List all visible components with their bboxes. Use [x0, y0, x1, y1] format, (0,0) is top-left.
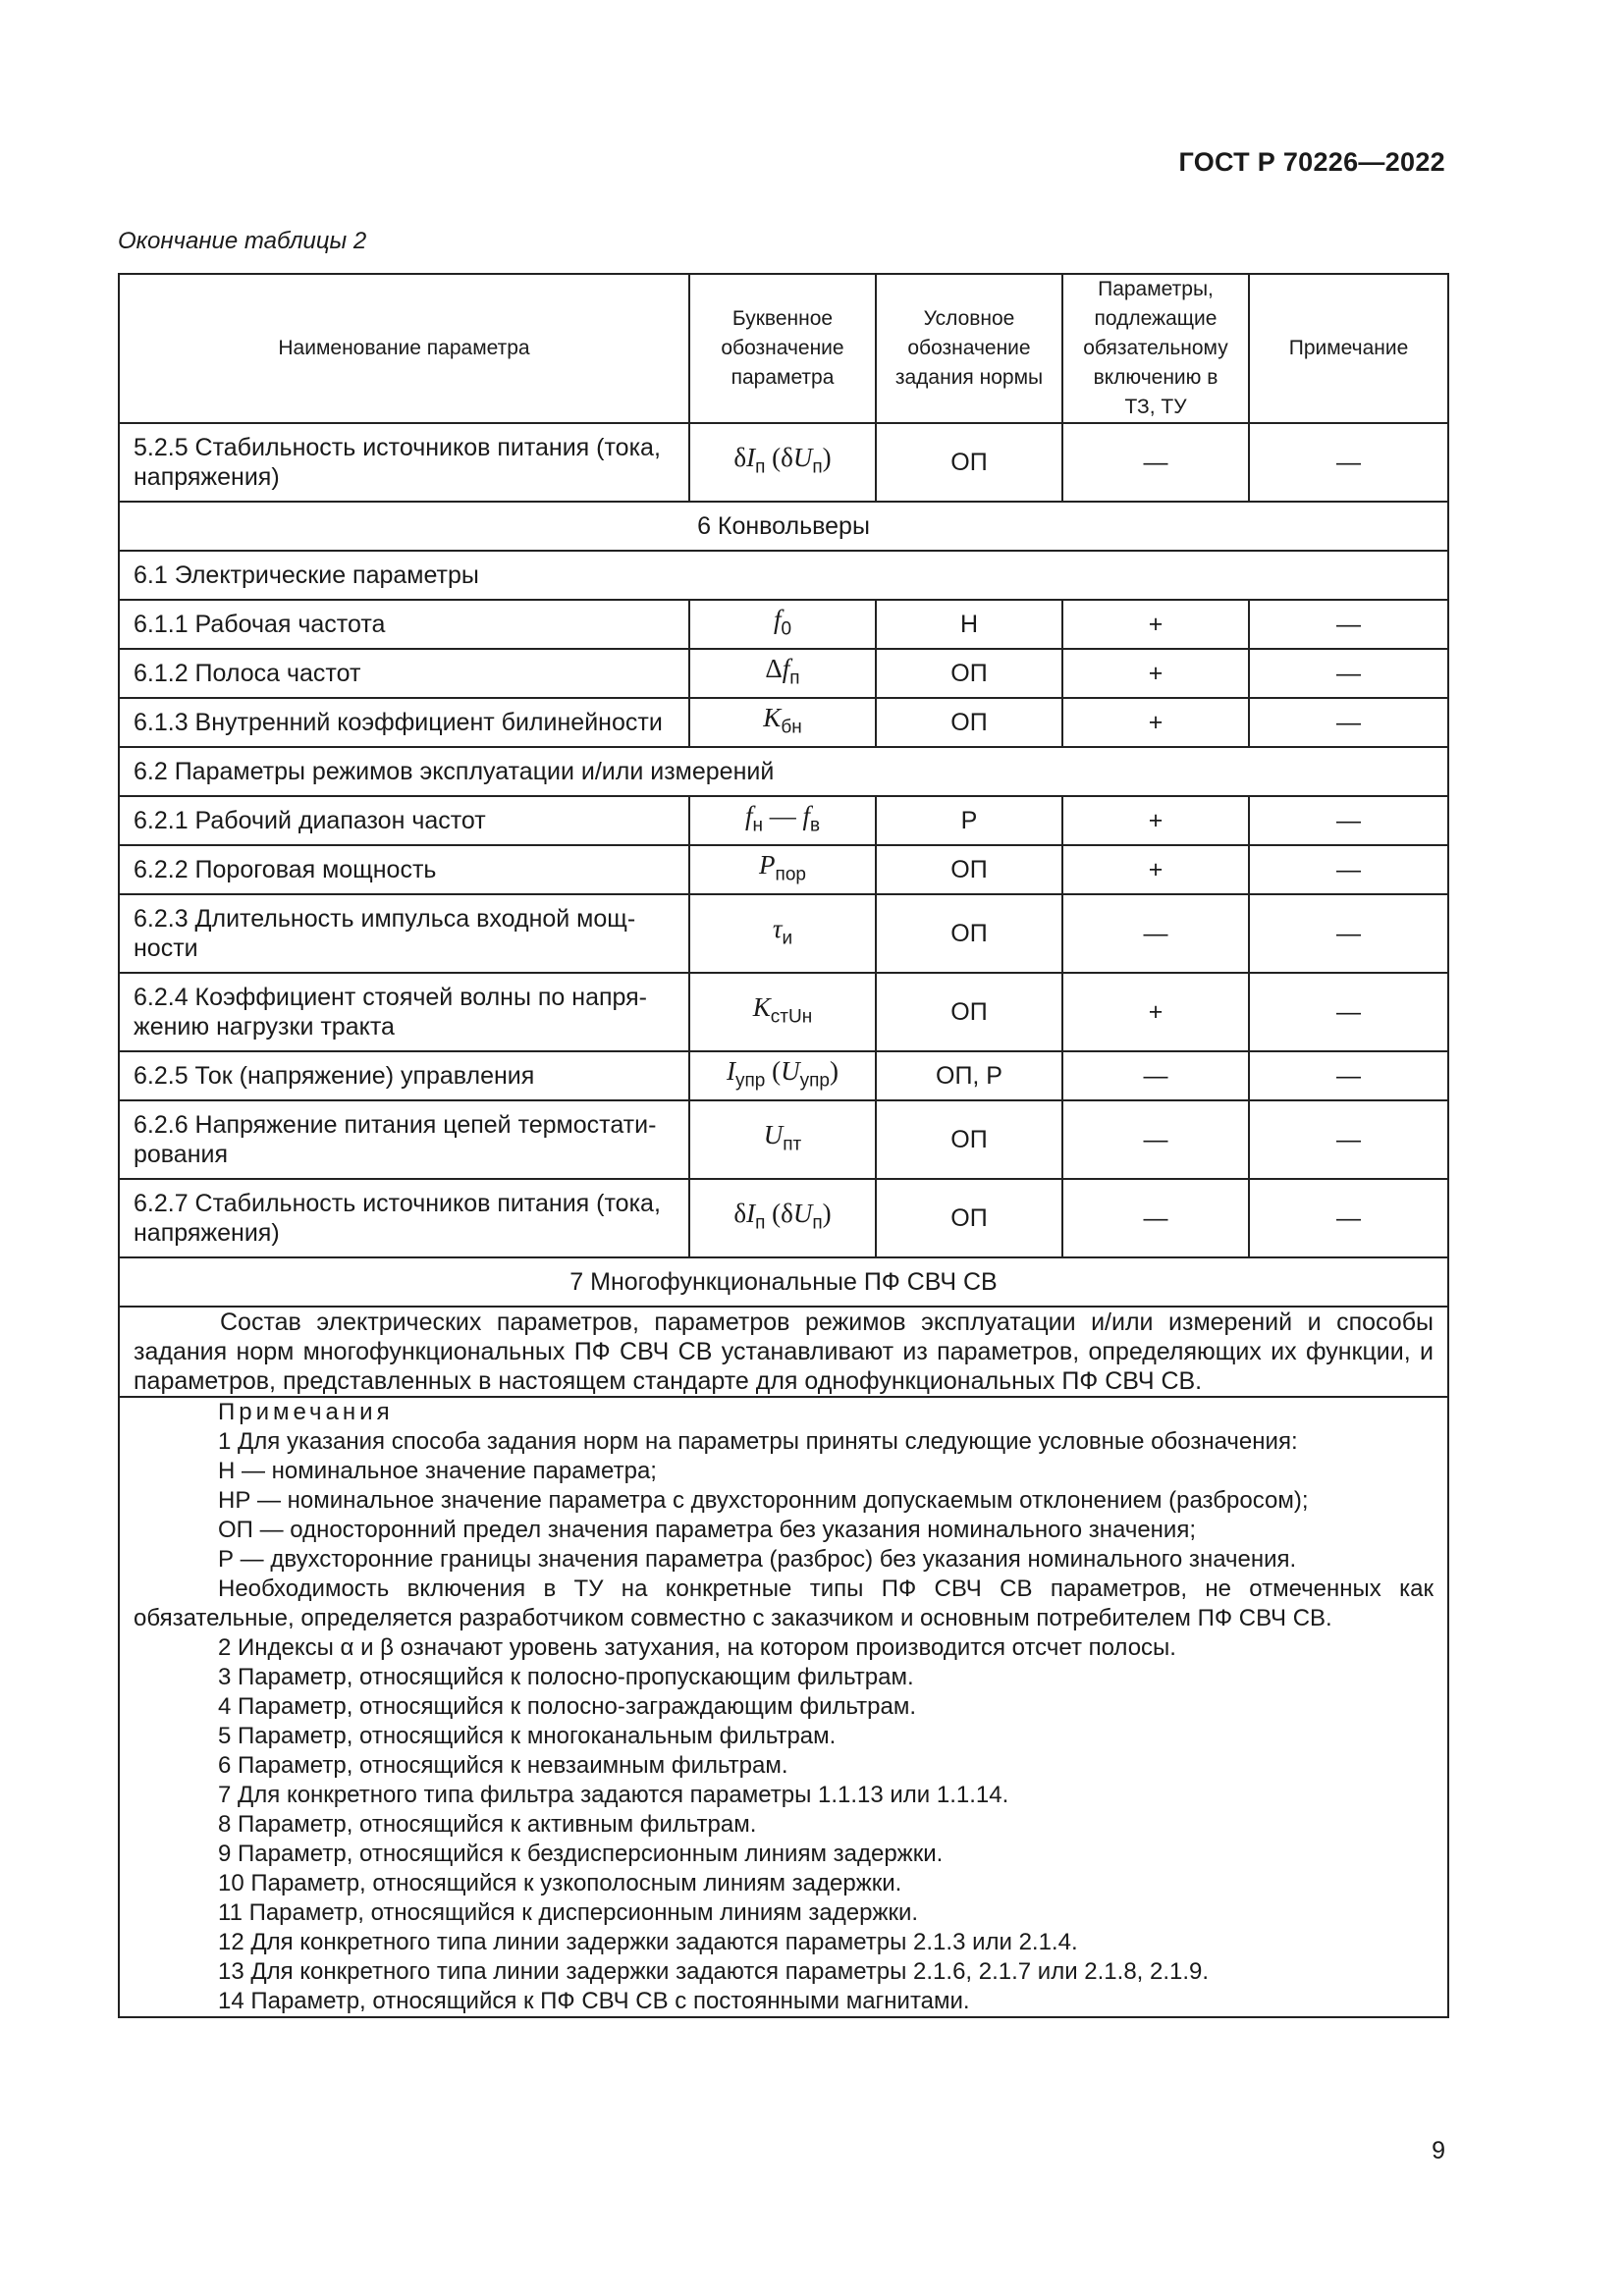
section-row [119, 502, 1448, 551]
note-item: Н — номинальное значение параметра; [218, 1458, 657, 1484]
param-name: 6.2.3 Длительность импульса входной мощ-ности [119, 894, 689, 973]
param-required: — [1062, 894, 1249, 973]
col-header-symbol: Буквенное обозначение параметра [689, 274, 876, 423]
param-norm: ОП [876, 894, 1062, 973]
param-name: 6.1.2 Полоса частот [119, 649, 689, 698]
param-norm: ОП [876, 698, 1062, 747]
param-required: — [1062, 1051, 1249, 1100]
col-header-required: Параметры, подлежащие обязательному включению в ТЗ, ТУ [1062, 274, 1249, 423]
section-text-row [119, 1307, 1448, 1397]
param-required: + [1062, 796, 1249, 845]
note-item: 13 Для конкретного типа линии задержки задаются параметры 2.1.6, 2.1.7 или 2.1.8, 2.1.9. [218, 1958, 1210, 1985]
param-name: 6.2.6 Напряжение питания цепей термостати-рования [119, 1100, 689, 1179]
note-item: 8 Параметр, относящийся к активным фильтрам. [218, 1811, 757, 1838]
table-row [119, 845, 1448, 894]
param-note: — [1249, 1100, 1448, 1179]
note-item: Р — двухсторонние границы значения параметра (разброс) без указания номинального значения. [218, 1546, 1297, 1573]
col-header-norm: Условное обозначение задания нормы [876, 274, 1062, 423]
group-row [119, 747, 1448, 796]
param-symbol: $P_{пор}$ [689, 845, 876, 894]
table-row [119, 423, 1448, 502]
standard-designation: ГОСТ Р 70226—2022 [1178, 147, 1445, 177]
param-norm: ОП [876, 423, 1062, 502]
param-note: — [1249, 649, 1448, 698]
note-item: 6 Параметр, относящийся к невзаимным фильтрам. [218, 1752, 788, 1779]
col-header-note: Примечание [1249, 274, 1448, 423]
table-row [119, 698, 1448, 747]
param-symbol: $\delta I_п$ $(\delta U_п)$ [689, 423, 876, 502]
param-note: — [1249, 600, 1448, 649]
note-item: Необходимость включения в ТУ на конкретные типы ПФ СВЧ СВ параметров, не отмеченных как обязательные, определяется разработчиком совместно с заказчиком и основным потребителем ПФ СВЧ СВ. [134, 1575, 1434, 1631]
table-row [119, 1051, 1448, 1100]
param-symbol: $I_{упр}$ $(U_{упр})$ [689, 1051, 876, 1100]
table-row [119, 649, 1448, 698]
table-row [119, 796, 1448, 845]
section-title-7: 7 Многофункциональные ПФ СВЧ СВ [119, 1257, 1448, 1307]
param-symbol: $f_0$ [689, 600, 876, 649]
notes-block [119, 1397, 1448, 2017]
group-title-6-2: 6.2 Параметры режимов эксплуатации и/или измерений [119, 747, 1448, 796]
table-row [119, 1179, 1448, 1257]
table-caption: Окончание таблицы 2 [118, 228, 367, 254]
param-norm: ОП [876, 649, 1062, 698]
param-norm: Н [876, 600, 1062, 649]
param-norm: ОП, Р [876, 1051, 1062, 1100]
param-note: — [1249, 845, 1448, 894]
param-symbol: $\delta I_п$ $(\delta U_п)$ [689, 1179, 876, 1257]
note-item: 2 Индексы α и β означают уровень затухания, на котором производится отсчет полосы. [218, 1634, 1176, 1661]
param-symbol: $\Delta f_п$ [689, 649, 876, 698]
note-item: 5 Параметр, относящийся к многоканальным фильтрам. [218, 1723, 837, 1749]
note-item: 3 Параметр, относящийся к полосно-пропускающим фильтрам. [218, 1664, 914, 1690]
note-item: 12 Для конкретного типа линии задержки задаются параметры 2.1.3 или 2.1.4. [218, 1929, 1078, 1955]
param-name: 6.1.1 Рабочая частота [119, 600, 689, 649]
note-item: 1 Для указания способа задания норм на параметры приняты следующие условные обозначения: [218, 1428, 1298, 1455]
param-symbol: $K_{стUн}$ [689, 973, 876, 1051]
param-symbol: $U_{пт}$ [689, 1100, 876, 1179]
page-number: 9 [1432, 2137, 1445, 2164]
notes-row [119, 1397, 1448, 2017]
param-required: + [1062, 600, 1249, 649]
note-item: 11 Параметр, относящийся к дисперсионным линиям задержки. [218, 1899, 919, 1926]
param-required: — [1062, 1100, 1249, 1179]
parameters-table [118, 273, 1449, 2018]
param-norm: Р [876, 796, 1062, 845]
col-header-name: Наименование параметра [119, 274, 689, 423]
param-note: — [1249, 423, 1448, 502]
note-item: ОП — односторонний предел значения параметра без указания номинального значения; [218, 1517, 1196, 1543]
note-item: 7 Для конкретного типа фильтра задаются параметры 1.1.13 или 1.1.14. [218, 1782, 1009, 1808]
param-required: + [1062, 973, 1249, 1051]
param-symbol: $K_{бн}$ [689, 698, 876, 747]
note-item: 9 Параметр, относящийся к бездисперсионным линиям задержки. [218, 1841, 944, 1867]
note-item: НР — номинальное значение параметра с двухсторонним допускаемым отклонением (разбросом); [218, 1487, 1309, 1514]
param-note: — [1249, 1179, 1448, 1257]
param-note: — [1249, 894, 1448, 973]
group-row [119, 551, 1448, 600]
section-title-6: 6 Конвольверы [119, 502, 1448, 551]
param-norm: ОП [876, 1179, 1062, 1257]
param-name: 6.2.2 Пороговая мощность [119, 845, 689, 894]
param-note: — [1249, 796, 1448, 845]
param-symbol: $\tau_и$ [689, 894, 876, 973]
note-item: 4 Параметр, относящийся к полосно-заграждающим фильтрам. [218, 1693, 917, 1720]
table-row [119, 1100, 1448, 1179]
param-name: 6.2.1 Рабочий диапазон частот [119, 796, 689, 845]
param-required: + [1062, 649, 1249, 698]
param-name: 6.2.4 Коэффициент стоячей волны по напря-жению нагрузки тракта [119, 973, 689, 1051]
param-note: — [1249, 698, 1448, 747]
section-row [119, 1257, 1448, 1307]
param-norm: ОП [876, 1100, 1062, 1179]
param-name: 6.2.7 Стабильность источников питания (тока, напряжения) [119, 1179, 689, 1257]
param-norm: ОП [876, 845, 1062, 894]
note-item: 14 Параметр, относящийся к ПФ СВЧ СВ с постоянными магнитами. [218, 1988, 970, 2014]
note-item: 10 Параметр, относящийся к узкополосным линиям задержки. [218, 1870, 902, 1896]
param-required: — [1062, 423, 1249, 502]
param-required: — [1062, 1179, 1249, 1257]
table-row [119, 600, 1448, 649]
table-header-row [119, 274, 1448, 423]
param-required: + [1062, 698, 1249, 747]
param-note: — [1249, 1051, 1448, 1100]
param-name: 6.1.3 Внутренний коэффициент билинейности [119, 698, 689, 747]
table-row [119, 894, 1448, 973]
section-7-paragraph: Состав электрических параметров, параметров режимов эксплуатации и/или измерений и способы задания норм многофункциональных ПФ СВЧ СВ устанавливают из параметров, определяющих их функции, и параметров, представленных в настоящем стандарте для однофункциональных ПФ СВЧ СВ. [119, 1307, 1448, 1397]
param-note: — [1249, 973, 1448, 1051]
notes-title: Примечания [218, 1399, 394, 1425]
param-name: 5.2.5 Стабильность источников питания (тока, напряжения) [119, 423, 689, 502]
group-title-6-1: 6.1 Электрические параметры [119, 551, 1448, 600]
param-required: + [1062, 845, 1249, 894]
table-row [119, 973, 1448, 1051]
param-norm: ОП [876, 973, 1062, 1051]
param-name: 6.2.5 Ток (напряжение) управления [119, 1051, 689, 1100]
param-symbol: $f_н$ — $f_в$ [689, 796, 876, 845]
